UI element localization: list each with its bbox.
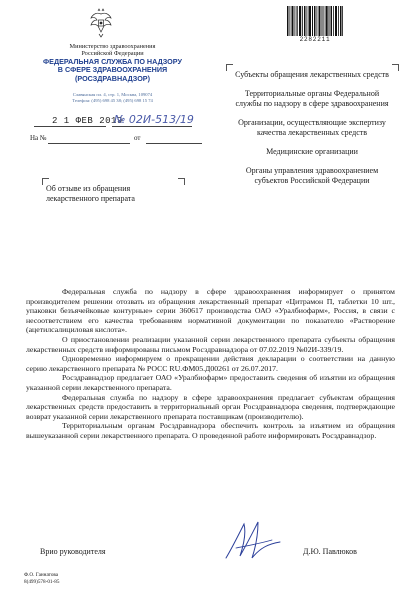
outgoing-date-number [34,114,204,130]
address-line: Телефон: (495) 698 45 38; (495) 698 15 74 [72,98,153,103]
letter-subject: Об отзыве из обращения лекарственного препарата [46,184,135,203]
address-line: Славянская пл. 4, стр. 1, Москва, 109074 [72,92,153,97]
agency-line: В СФЕРЕ ЗДРАВООХРАНЕНИЯ [57,65,168,75]
signatory-role: Врио руководителя [40,547,106,556]
letter-body [26,287,395,441]
date-stamp: 2 1 ФЕВ 2019 [52,116,123,126]
agency-name [30,58,195,83]
ref-date-line [146,143,202,144]
signatory-name: Д.Ю. Павлюков [303,547,357,556]
body-paragraph: Федеральная служба по надзору в сфере здравоохранения информирует о принятом производителем решении отозвать из обращения лекарственный препарат «Цитрамон П, таблетки 10 шт., упаковки безъячейковые контурные» серии 360617 производства ОАО «Уралбиофарм», Россия, в связи с несоответствием его качества требованиям нормативной документации по показателю «Растворение (ацетилсалициловая кислота». [26,287,395,335]
recipients-block [232,70,392,195]
recipient: Территориальные органы Федеральной службы по надзору в сфере здравоохранения [235,89,389,108]
corner-mark [178,178,185,185]
body-paragraph: Территориальным органам Росздравнадзора обеспечить контроль за изъятием из обращения вышеуказанной серии лекарственного препарата. О проведенной работе информировать Росздравнадзор. [26,421,395,440]
body-paragraph: О приостановлении реализации указанной серии лекарственного препарата субъекты обращения лекарственных средств информированы письмом Росздравнадзора от 07.02.2019 №02И-339/19. [26,334,395,354]
recipient: Органы управления здравоохранением субъектов Российской Федерации [245,166,379,185]
agency-address [30,92,195,104]
number-underline [112,126,192,127]
executor-name: Ф.О. Ганнатова [24,572,59,578]
ministry-line: Министерство здравоохранения [69,43,156,50]
corner-mark [392,64,399,71]
ministry-name [30,43,195,58]
body-paragraph: Росздравнадзор предлагает ОАО «Уралбиофарм» предоставить сведения об изъятии из обращения указанной серии лекарственного препарата. [26,373,395,392]
handwritten-signature [222,518,284,564]
barcode-number: 2282211 [299,36,331,43]
ref-label-ot: от [134,134,141,142]
agency-line: ФЕДЕРАЛЬНАЯ СЛУЖБА ПО НАДЗОРУ [43,57,182,66]
date-underline [34,126,106,127]
body-paragraph: Федеральная служба по надзору в сфере здравоохранения предлагает субъектам обращения лекарственных средств предоставить в территориальный орган Росздравнадзора сведения, подтверждающие возврат указанной серии лекарственного препарата поставщикам (производителю). [26,392,395,421]
ref-number-line [48,143,130,144]
recipient: Субъекты обращения лекарственных средств [235,70,389,79]
ministry-line: Российской Федерации [81,50,144,58]
recipient: Организации, осуществляющие экспертизу качества лекарственных средств [238,118,386,137]
body-paragraph: Одновременно информируем о прекращении действия декларации о соответствии на данную серию лекарственного препарата № РОСС RU.ФМ05.Д00261 от 26.07.2017. [26,354,395,373]
barcode-icon [286,6,344,36]
executor-info [24,572,59,585]
number-stamp: № 02И-513/19 [114,113,194,126]
ref-label-na: На № [30,134,47,142]
reference-row [30,134,205,146]
emblem-icon [88,8,114,38]
agency-line: (РОСЗДРАВНАДЗОР) [75,73,150,83]
executor-phone: 8(499)578-01-85 [24,578,60,585]
recipient: Медицинские организации [266,147,358,156]
